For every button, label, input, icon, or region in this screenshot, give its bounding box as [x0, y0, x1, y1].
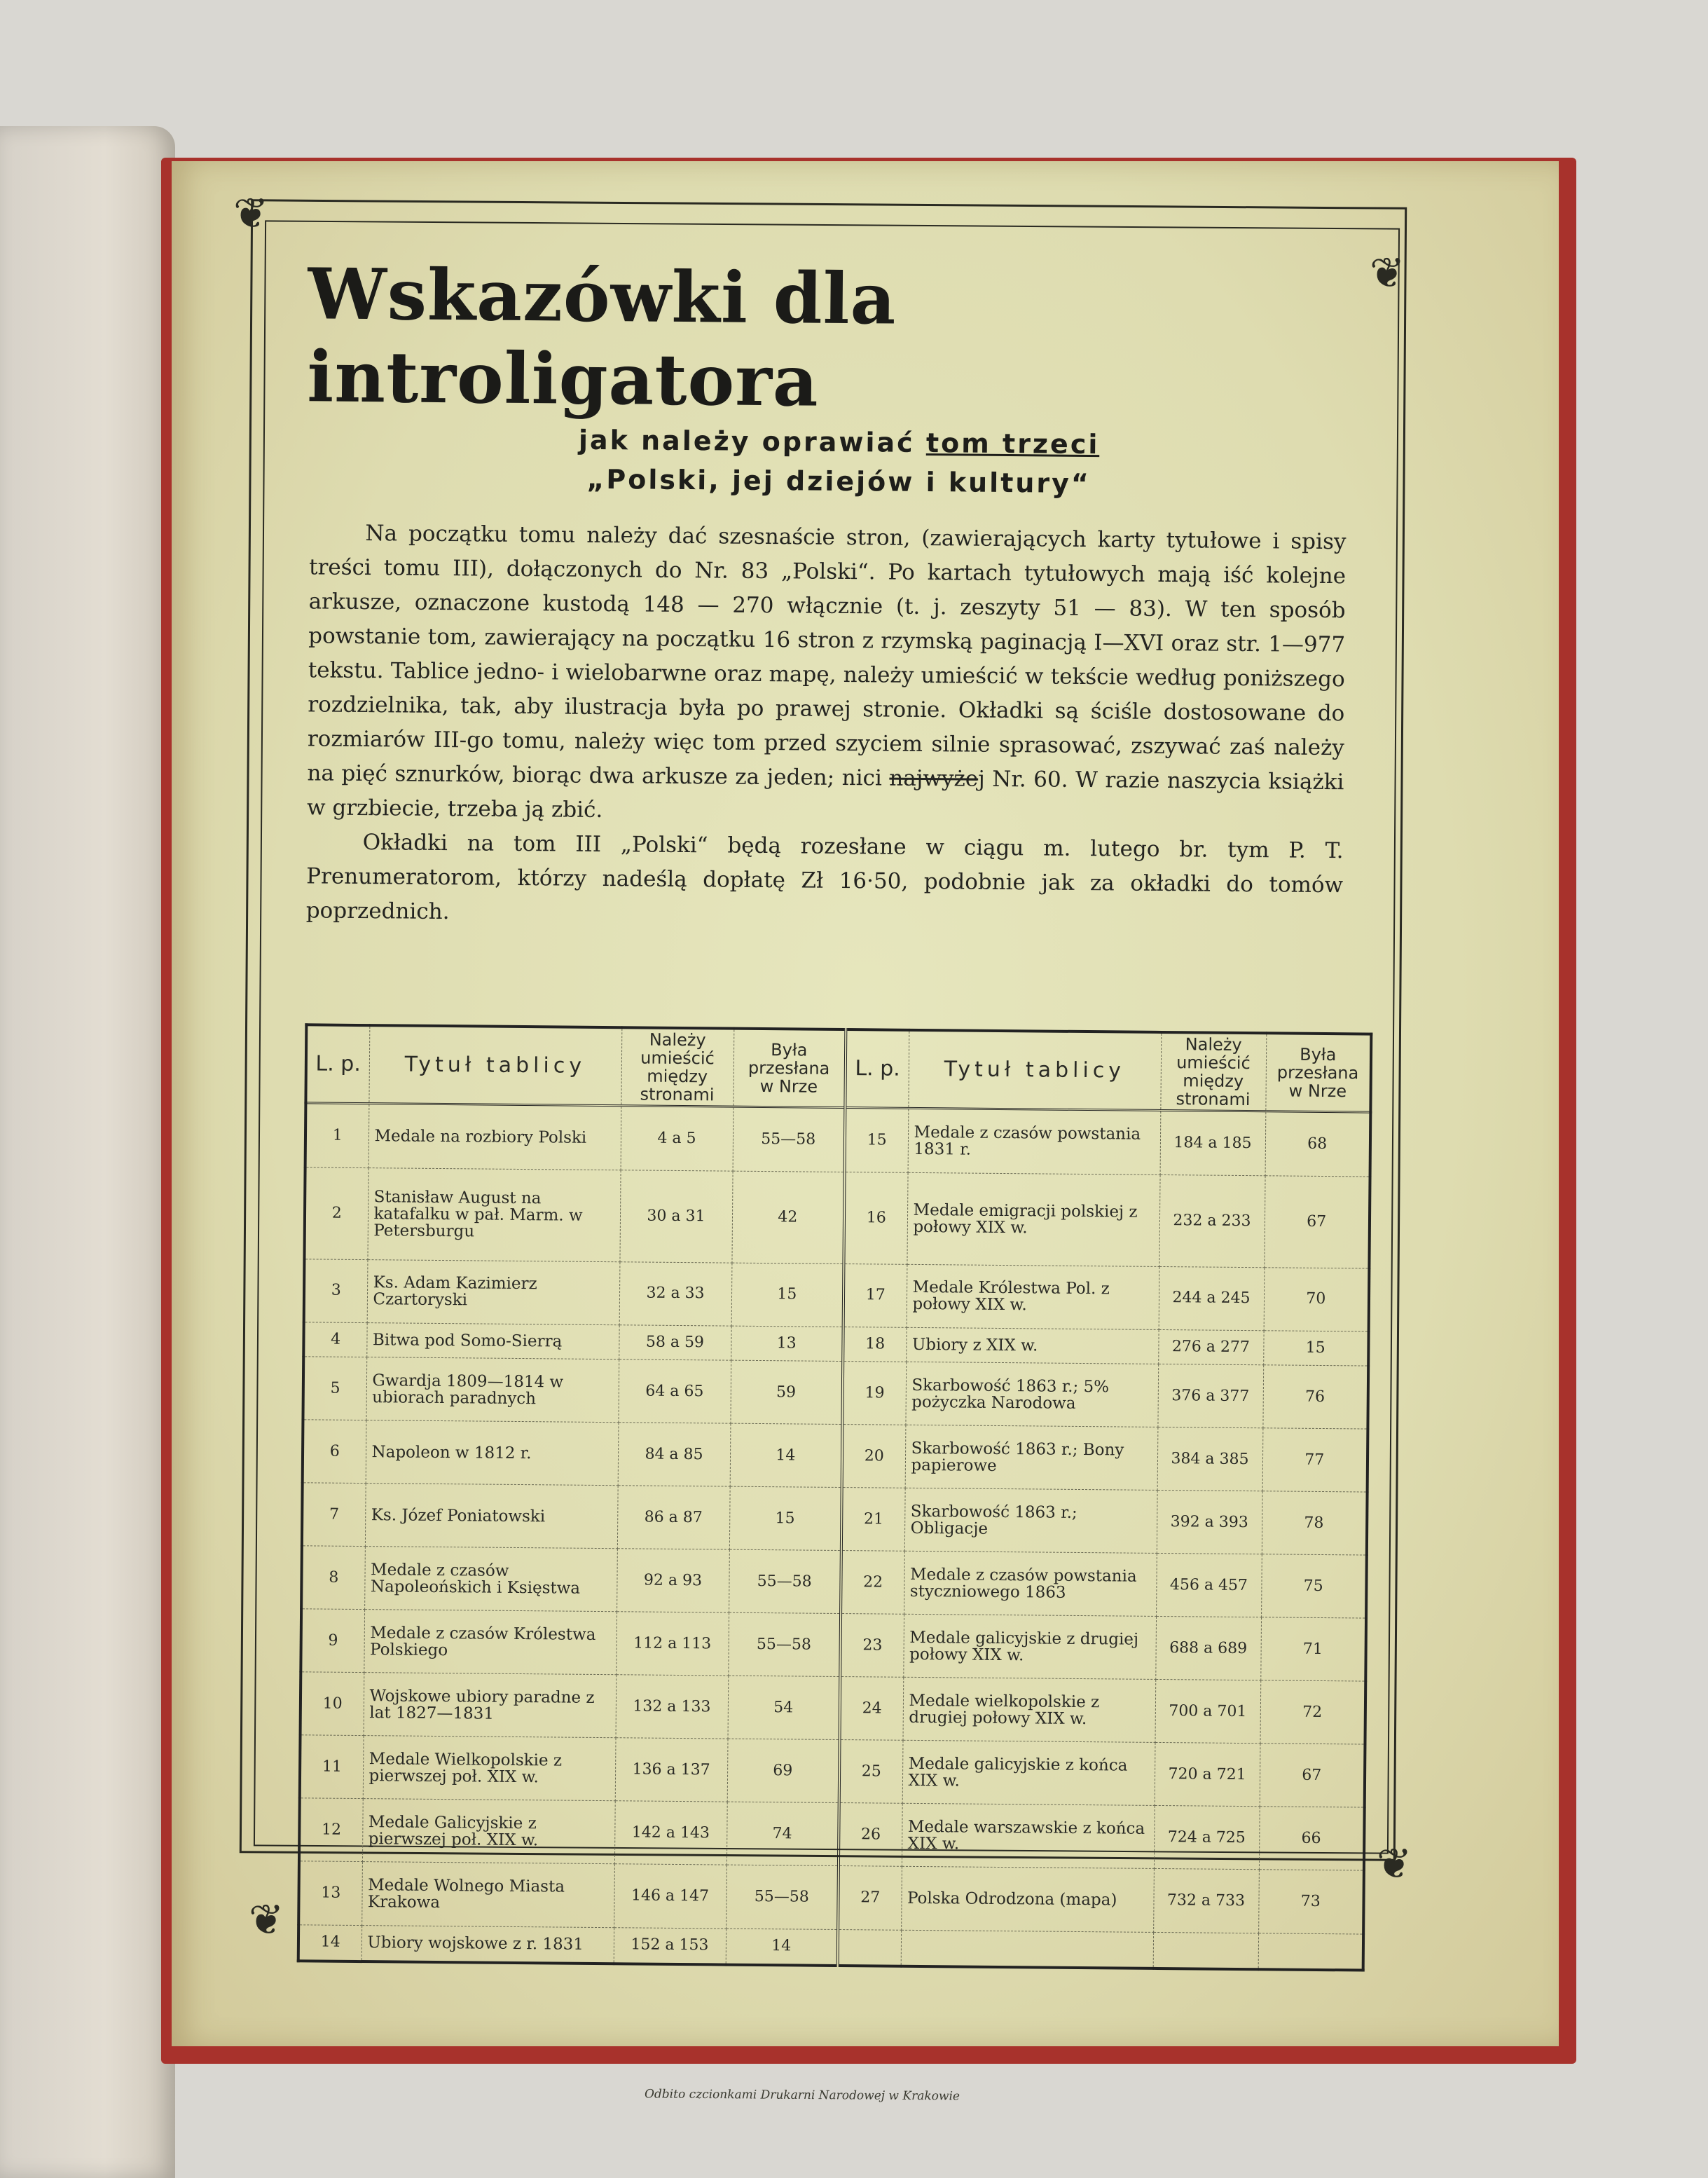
plate-sent-issue: 72: [1260, 1680, 1365, 1744]
covers-paragraph: Okładki na tom III „Polski“ będą rozesłane w ciągu m. lutego br. tym P. T. Prenumeratorom, którzy nadeślą dopłatę Zł 16·50, podobnie jak za okładki do tomów poprzednich.: [305, 830, 1344, 925]
header-title: Tytuł tablicy: [369, 1025, 621, 1106]
plate-sent-issue: 71: [1260, 1617, 1366, 1681]
plate-sent-issue: 66: [1259, 1807, 1365, 1870]
plate-title: Polska Odrodzona (mapa): [901, 1867, 1154, 1932]
plate-title: Ubiory z XIX w.: [906, 1327, 1158, 1364]
table-row: [298, 1861, 1364, 1933]
row-number: 18: [843, 1327, 906, 1362]
plate-title: Napoleon w 1812 r.: [366, 1420, 619, 1486]
row-number: 27: [838, 1866, 902, 1930]
plate-sent-issue: 55—58: [728, 1612, 841, 1676]
row-number: 5: [303, 1357, 366, 1420]
plate-pages: 732 a 733: [1153, 1869, 1259, 1933]
row-number: 17: [843, 1263, 907, 1327]
row-number: 3: [304, 1259, 368, 1322]
row-number: 4: [303, 1322, 366, 1357]
row-number: 1: [305, 1103, 369, 1168]
plate-pages: 4 a 5: [621, 1106, 734, 1171]
plate-sent-issue: 13: [731, 1326, 843, 1362]
row-number: 23: [840, 1614, 904, 1678]
row-number: 10: [301, 1672, 364, 1736]
plate-title: Gwardja 1809—1814 w ubiorach paradnych: [366, 1357, 619, 1423]
plate-title: Medale galicyjskie z końca XIX w.: [902, 1741, 1155, 1806]
plate-pages: 58 a 59: [619, 1324, 731, 1360]
plate-pages: 376 a 377: [1157, 1364, 1263, 1427]
plate-sent-issue: 68: [1265, 1111, 1371, 1177]
printer-note: Odbito czcionkami Drukarni Narodowej w Krakowie: [644, 2087, 960, 2104]
plate-title: Medale Wielkopolskie z pierwszej poł. XIX w.: [363, 1736, 616, 1801]
plate-pages: 92 a 93: [617, 1549, 729, 1612]
plate-title: Medale galicyjskie z drugiej połowy XIX w.: [903, 1615, 1156, 1680]
plate-pages: 86 a 87: [617, 1486, 730, 1549]
plate-sent-issue: 73: [1258, 1870, 1364, 1933]
subtitle-underlined: tom trzeci: [925, 427, 1100, 460]
row-number: 13: [298, 1861, 362, 1925]
plate-title: Ks. Józef Poniatowski: [365, 1484, 618, 1549]
corner-ornament-icon: ❦: [1377, 1840, 1412, 1889]
row-number: [838, 1929, 901, 1966]
plate-sent-issue: 15: [731, 1263, 844, 1327]
plate-sent-issue: 55—58: [733, 1107, 846, 1172]
plate-pages: 688 a 689: [1155, 1617, 1261, 1680]
row-number: 2: [304, 1167, 368, 1260]
plate-title: Skarbowość 1863 r.; Obligacje: [904, 1488, 1157, 1553]
plate-title: Stanisław August na katafalku w pał. Marm. w Petersburgu: [367, 1167, 620, 1261]
document-page: [172, 161, 1559, 2104]
plate-sent-issue: 55—58: [729, 1549, 841, 1613]
plate-title: Medale emigracji polskiej z połowy XIX w.: [907, 1172, 1159, 1266]
header-pages: Należy umieścić między stronami: [621, 1027, 734, 1107]
plate-pages: 724 a 725: [1154, 1806, 1260, 1870]
plate-pages: 30 a 31: [619, 1170, 732, 1263]
table-body: [298, 1103, 1371, 1971]
plate-pages: 132 a 133: [616, 1675, 729, 1739]
row-number: 20: [842, 1425, 906, 1488]
row-number: 6: [303, 1420, 366, 1484]
plate-title: Medale wielkopolskie z drugiej połowy XIX w.: [903, 1678, 1156, 1743]
row-number: 8: [301, 1546, 365, 1610]
table-row: [304, 1167, 1370, 1268]
plate-title: Medale Galicyjskie z pierwszej poł. XIX w.: [362, 1799, 615, 1864]
table-row: [304, 1259, 1370, 1331]
page-title: Wskazówki dla introligatora: [306, 252, 897, 423]
table-row: [303, 1357, 1368, 1429]
plate-sent-issue: 14: [726, 1929, 838, 1966]
plate-title: Medale z czasów powstania 1831 r.: [908, 1108, 1161, 1174]
corner-ornament-icon: ❦: [233, 189, 269, 238]
table-row: [301, 1609, 1366, 1681]
row-number: 7: [302, 1483, 366, 1547]
plate-pages: 142 a 143: [614, 1801, 727, 1865]
plate-sent-issue: 15: [729, 1486, 842, 1550]
header-sent: Była przesłana w Nrze: [1265, 1033, 1371, 1112]
subtitle-line-2: „Polski, jej dziejów i kultury“: [586, 463, 1091, 500]
plate-pages: 456 a 457: [1156, 1554, 1262, 1617]
plate-title: Ubiory wojskowe z r. 1831: [361, 1925, 614, 1964]
header-lp: L. p.: [305, 1025, 369, 1103]
plate-pages: 146 a 147: [614, 1864, 726, 1928]
plate-pages: 84 a 85: [618, 1423, 731, 1486]
instructions-text-end: j Nr. 60. W razie naszycia książki w grzbiecie, trzeba ją zbić.: [306, 766, 1344, 823]
plate-title: Bitwa pod Somo-Sierrą: [366, 1322, 619, 1359]
plate-title: Skarbowość 1863 r.; 5% pożyczka Narodowa: [905, 1362, 1158, 1427]
plate-sent-issue: 67: [1260, 1744, 1365, 1807]
plate-sent-issue: 74: [726, 1802, 839, 1866]
plate-pages: 392 a 393: [1157, 1491, 1262, 1554]
plate-sent-issue: 77: [1262, 1428, 1368, 1492]
row-number: 12: [299, 1798, 363, 1862]
row-number: 26: [839, 1803, 902, 1867]
table-header-row: [305, 1025, 1371, 1112]
header-pages: Należy umieścić między stronami: [1160, 1032, 1266, 1111]
plate-pages: [1153, 1932, 1258, 1969]
plate-pages: 112 a 113: [616, 1612, 729, 1676]
corner-ornament-icon: ❦: [249, 1896, 284, 1945]
corner-ornament-icon: ❦: [1370, 249, 1405, 298]
struck-text: najwyże: [889, 765, 979, 792]
row-number: 19: [842, 1361, 906, 1425]
plate-pages: 32 a 33: [619, 1261, 732, 1325]
plate-sent-issue: 76: [1262, 1365, 1368, 1429]
row-number: 16: [843, 1172, 907, 1264]
instructions-text: Na początku tomu należy dać szesnaście stron, (zawierających karty tytułowe i spisy treści tomu III), dołączonych do Nr. 83 „Polski“. Po kartach tytułowych mają iść kolejne arkusze, oznaczone kustodą 148 — 270 włącznie (t. j. zeszyty 51 — 83). W ten sposób powstanie tom, zawierający na początku 16 stron z rzymską paginacją I—XVI oraz str. 1—977 tekstu. Tablice jedno- i wielobarwne oraz mapę, należy umieścić w tekście według poniższego rozdzielnika, tak, aby ilustracja była po prawej stronie. Okładki są ściśle dostosowane do rozmiarów III-go tomu, należy więc tom przed szyciem silnie sprasować, zszywać zaś należy na pięć sznurków, biorąc dwa arkusze za jeden; nici: [307, 521, 1347, 791]
plate-sent-issue: [1258, 1933, 1363, 1970]
plate-title: Medale z czasów Królestwa Polskiego: [364, 1610, 617, 1675]
header-lp: L. p.: [845, 1029, 909, 1108]
plate-sent-issue: 15: [1263, 1330, 1368, 1366]
row-number: 25: [839, 1740, 903, 1804]
plate-title: Medale warszawskie z końca XIX w.: [902, 1804, 1155, 1869]
table-row: [303, 1420, 1368, 1492]
table-row: [305, 1103, 1371, 1177]
row-number: 24: [840, 1677, 904, 1741]
row-number: 21: [841, 1488, 905, 1552]
header-sent: Była przesłana w Nrze: [733, 1029, 846, 1108]
plate-pages: 232 a 233: [1159, 1174, 1265, 1267]
plate-sent-issue: 78: [1262, 1491, 1368, 1555]
plate-title: Ks. Adam Kazimierz Czartoryski: [367, 1259, 620, 1324]
plate-sent-issue: 54: [728, 1676, 841, 1739]
plate-pages: 244 a 245: [1159, 1266, 1265, 1330]
plate-pages: 720 a 721: [1155, 1743, 1260, 1807]
header-title: Tytuł tablicy: [908, 1030, 1161, 1111]
plate-pages: 152 a 153: [614, 1927, 726, 1964]
page-content: [278, 252, 1398, 1955]
table-row: [301, 1546, 1367, 1618]
plate-title: Wojskowe ubiory paradne z lat 1827—1831: [364, 1673, 617, 1738]
subtitle-prefix: jak należy oprawiać: [578, 424, 927, 459]
row-number: 15: [845, 1108, 909, 1173]
plate-title: Medale Królestwa Pol. z połowy XIX w.: [907, 1264, 1159, 1329]
plates-table: [297, 1023, 1373, 1971]
plate-sent-issue: 55—58: [726, 1865, 839, 1929]
instructions-paragraph: [307, 516, 1347, 834]
plate-sent-issue: 67: [1264, 1176, 1370, 1268]
plate-title: Medale Wolnego Miasta Krakowa: [361, 1862, 614, 1927]
plate-pages: 184 a 185: [1160, 1110, 1266, 1175]
plate-sent-issue: 69: [727, 1739, 840, 1802]
plate-pages: 700 a 701: [1155, 1680, 1260, 1744]
row-number: 9: [301, 1609, 364, 1673]
plate-sent-issue: 59: [730, 1360, 843, 1424]
plate-title: Skarbowość 1863 r.; Bony papierowe: [905, 1425, 1158, 1490]
plate-pages: 276 a 277: [1158, 1329, 1263, 1365]
plate-sent-issue: 14: [730, 1423, 843, 1487]
plate-sent-issue: 70: [1264, 1267, 1370, 1331]
plate-sent-issue: 42: [731, 1171, 844, 1263]
table-row: [299, 1798, 1365, 1870]
plate-title: [901, 1930, 1153, 1968]
plate-pages: 136 a 137: [615, 1738, 728, 1802]
plate-pages: 384 a 385: [1157, 1427, 1263, 1491]
table-row: [301, 1672, 1366, 1744]
plate-title: Medale z czasów powstania styczniowego 1863: [904, 1551, 1157, 1616]
plate-sent-issue: 75: [1261, 1554, 1367, 1618]
plate-title: Medale z czasów Napoleońskich i Księstwa: [364, 1547, 617, 1612]
row-number: 11: [300, 1735, 364, 1799]
plate-title: Medale na rozbiory Polski: [369, 1104, 621, 1170]
row-number: 22: [841, 1551, 904, 1615]
table-row: [302, 1483, 1368, 1555]
plate-pages: 64 a 65: [618, 1359, 731, 1423]
row-number: 14: [298, 1924, 361, 1961]
left-page-edge: [0, 126, 175, 2178]
page-subtitle: [282, 418, 1396, 506]
table-row: [300, 1735, 1365, 1807]
